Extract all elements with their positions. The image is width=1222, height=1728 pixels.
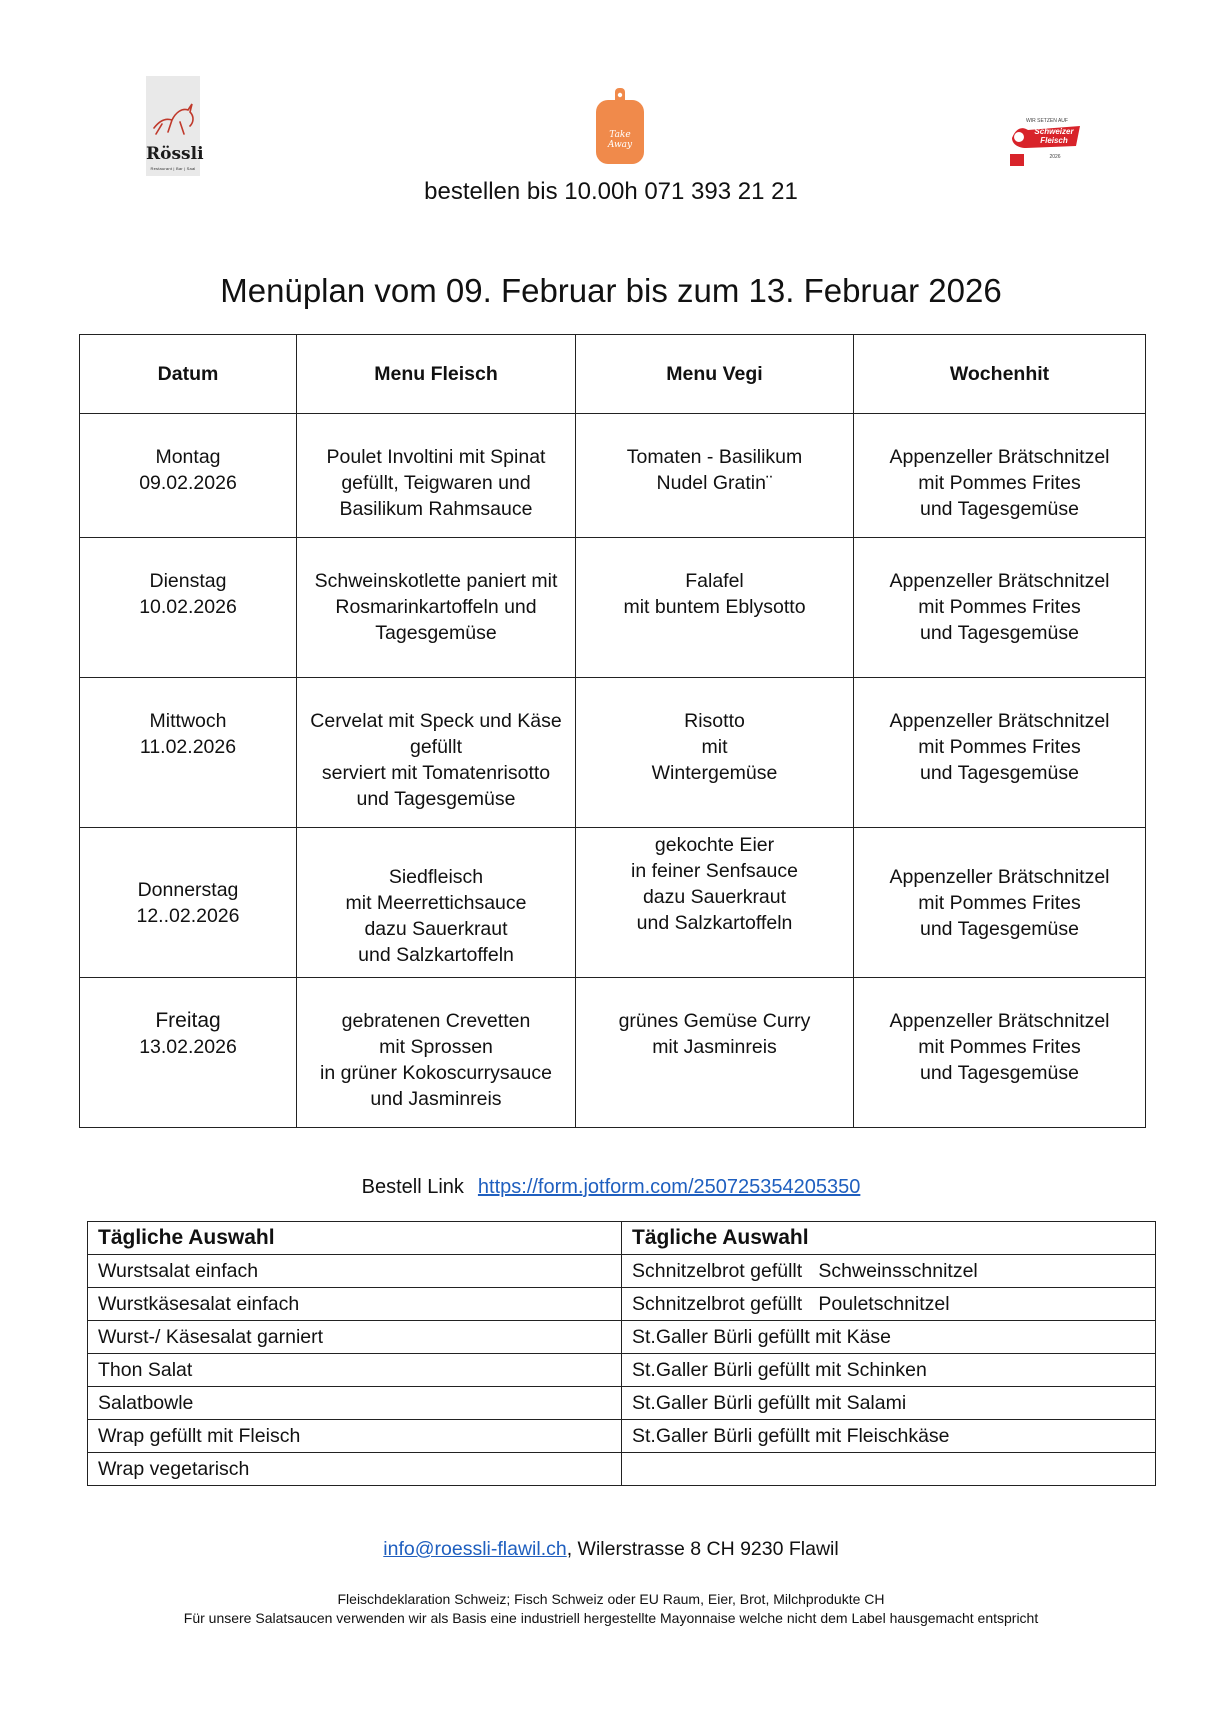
wochenhit-text: Appenzeller Brätschnitzel mit Pommes Frites und Tagesgemüse — [889, 710, 1110, 784]
vegi-text: Tomaten - Basilikum Nudel Gratin¨ — [626, 446, 803, 494]
vegi-cell — [576, 538, 854, 678]
vegi-cell — [576, 678, 854, 828]
schweizer-fleisch-logo-top: WIR SETZEN AUF — [1026, 118, 1068, 124]
daily-row — [88, 1255, 1156, 1288]
cutting-board-icon — [592, 86, 648, 166]
day-cell — [80, 414, 297, 538]
order-deadline: bestellen bis 10.00h 071 393 21 21 — [424, 178, 798, 205]
menu-header-row — [80, 335, 1146, 414]
menu-row-freitag — [80, 978, 1146, 1128]
contact-email-link[interactable]: info@roessli-flawil.ch — [383, 1538, 567, 1560]
daily-selection-table — [87, 1221, 1156, 1486]
vegi-text: Risotto mit Wintergemüse — [651, 710, 778, 784]
daily-right-item: St.Galler Bürli gefüllt mit Schinken — [622, 1354, 1156, 1387]
wochenhit-text: Appenzeller Brätschnitzel mit Pommes Frites und Tagesgemüse — [889, 446, 1110, 520]
fleisch-cell — [297, 978, 576, 1128]
vegi-text: gekochte Eier in feiner Senfsauce dazu Sauerkraut und Salzkartoffeln — [631, 834, 798, 934]
daily-left-item: Wrap vegetarisch — [88, 1453, 622, 1486]
day-name: Dienstag — [149, 570, 227, 592]
day-cell — [80, 538, 297, 678]
horse-icon — [150, 98, 196, 140]
fleisch-cell — [297, 538, 576, 678]
day-cell — [80, 678, 297, 828]
fleisch-cell — [297, 678, 576, 828]
column-header-vegi: Menu Vegi — [576, 335, 854, 414]
wochenhit-text: Appenzeller Brätschnitzel mit Pommes Frites und Tagesgemüse — [889, 1010, 1110, 1084]
roessli-logo-text: Rössli — [146, 144, 204, 164]
daily-right-item: St.Galler Bürli gefüllt mit Salami — [622, 1387, 1156, 1420]
schweizer-fleisch-logo-main: Schweizer Fleisch — [1034, 127, 1074, 145]
wochenhit-cell — [854, 828, 1146, 978]
daily-right-item — [622, 1453, 1156, 1486]
day-date: 13.02.2026 — [139, 1036, 237, 1058]
wochenhit-cell — [854, 538, 1146, 678]
daily-header-row — [88, 1222, 1156, 1255]
daily-left-item: Wurstsalat einfach — [88, 1255, 622, 1288]
wochenhit-cell — [854, 978, 1146, 1128]
menu-row-donnerstag — [80, 828, 1146, 978]
daily-left-item: Wurst-/ Käsesalat garniert — [88, 1321, 622, 1354]
take-away-logo-text: Take Away — [607, 130, 633, 150]
schweizer-fleisch-logo — [1010, 116, 1080, 172]
day-name: Montag — [155, 446, 221, 468]
daily-row — [88, 1288, 1156, 1321]
menu-row-dienstag — [80, 538, 1146, 678]
fleisch-text: Poulet Involtini mit Spinat gefüllt, Teigwaren und Basilikum Rahmsauce — [326, 446, 546, 520]
meat-declaration: Fleischdeklaration Schweiz; Fisch Schweiz oder EU Raum, Eier, Brot, Milchprodukte CH — [337, 1591, 885, 1607]
swiss-flag-icon — [1010, 154, 1024, 166]
daily-row — [88, 1321, 1156, 1354]
order-link-label: Bestell Link — [361, 1176, 464, 1198]
daily-right-header: Tägliche Auswahl — [622, 1222, 1156, 1255]
vegi-text: Falafel mit buntem Eblysotto — [623, 570, 806, 618]
daily-left-item: Wrap gefüllt mit Fleisch — [88, 1420, 622, 1453]
day-name: Mittwoch — [149, 710, 227, 732]
contact-address: , Wilerstrasse 8 CH 9230 Flawil — [566, 1538, 839, 1560]
day-date: 12..02.2026 — [136, 904, 240, 927]
daily-row — [88, 1420, 1156, 1453]
daily-row — [88, 1453, 1156, 1486]
day-name: Donnerstag — [137, 878, 239, 901]
daily-right-item: Schnitzelbrot gefüllt Pouletschnitzel — [622, 1288, 1156, 1321]
vegi-text: grünes Gemüse Curry mit Jasminreis — [618, 1010, 811, 1058]
daily-left-item: Salatbowle — [88, 1387, 622, 1420]
page-title: Menüplan vom 09. Februar bis zum 13. Februar 2026 — [220, 272, 1002, 309]
order-link[interactable]: https://form.jotform.com/250725354205350 — [477, 1176, 861, 1198]
fleisch-text: Siedfleisch mit Meerrettichsauce dazu Sauerkraut und Salzkartoffeln — [345, 865, 527, 966]
wochenhit-text: Appenzeller Brätschnitzel mit Pommes Frites und Tagesgemüse — [889, 865, 1110, 940]
column-header-datum: Datum — [80, 335, 297, 414]
sauce-notice: Für unsere Salatsaucen verwenden wir als Basis eine industriell hergestellte Mayonnaise welche nicht dem Label hausgemacht entspricht — [183, 1610, 1039, 1626]
daily-row — [88, 1387, 1156, 1420]
daily-right-item: St.Galler Bürli gefüllt mit Käse — [622, 1321, 1156, 1354]
day-date: 10.02.2026 — [139, 596, 237, 618]
fleisch-cell — [297, 828, 576, 978]
fleisch-text: gebratenen Crevetten mit Sprossen in grüner Kokoscurrysauce und Jasminreis — [320, 1010, 552, 1110]
menu-row-mittwoch — [80, 678, 1146, 828]
wochenhit-text: Appenzeller Brätschnitzel mit Pommes Frites und Tagesgemüse — [889, 570, 1110, 644]
day-date: 09.02.2026 — [139, 472, 237, 494]
menu-row-montag — [80, 414, 1146, 538]
schweizer-fleisch-logo-year: 2026 — [1049, 154, 1061, 160]
day-date: 11.02.2026 — [139, 736, 237, 758]
vegi-cell — [576, 978, 854, 1128]
take-away-logo — [592, 86, 648, 166]
fleisch-cell — [297, 414, 576, 538]
fleisch-text: Cervelat mit Speck und Käse gefüllt serviert mit Tomatenrisotto und Tagesgemüse — [310, 710, 562, 810]
weekly-menu-table — [79, 334, 1146, 1128]
column-header-wochenhit: Wochenhit — [854, 335, 1146, 414]
day-name: Freitag — [155, 1009, 221, 1032]
wochenhit-cell — [854, 678, 1146, 828]
day-cell — [80, 978, 297, 1128]
daily-row — [88, 1354, 1156, 1387]
daily-left-header: Tägliche Auswahl — [88, 1222, 622, 1255]
day-cell — [80, 828, 297, 978]
daily-right-item: St.Galler Bürli gefüllt mit Fleischkäse — [622, 1420, 1156, 1453]
daily-right-item: Schnitzelbrot gefüllt Schweinsschnitzel — [622, 1255, 1156, 1288]
roessli-logo-subtitle: Restaurant | Bar | Saal — [150, 166, 196, 171]
order-link-line — [0, 1176, 1222, 1199]
column-header-fleisch: Menu Fleisch — [297, 335, 576, 414]
vegi-cell — [576, 414, 854, 538]
contact-line — [0, 1538, 1222, 1561]
daily-left-item: Thon Salat — [88, 1354, 622, 1387]
roessli-logo — [146, 76, 204, 176]
daily-left-item: Wurstkäsesalat einfach — [88, 1288, 622, 1321]
fleisch-text: Schweinskotlette paniert mit Rosmarinkartoffeln und Tagesgemüse — [314, 570, 558, 644]
vegi-cell — [576, 828, 854, 978]
wochenhit-cell — [854, 414, 1146, 538]
